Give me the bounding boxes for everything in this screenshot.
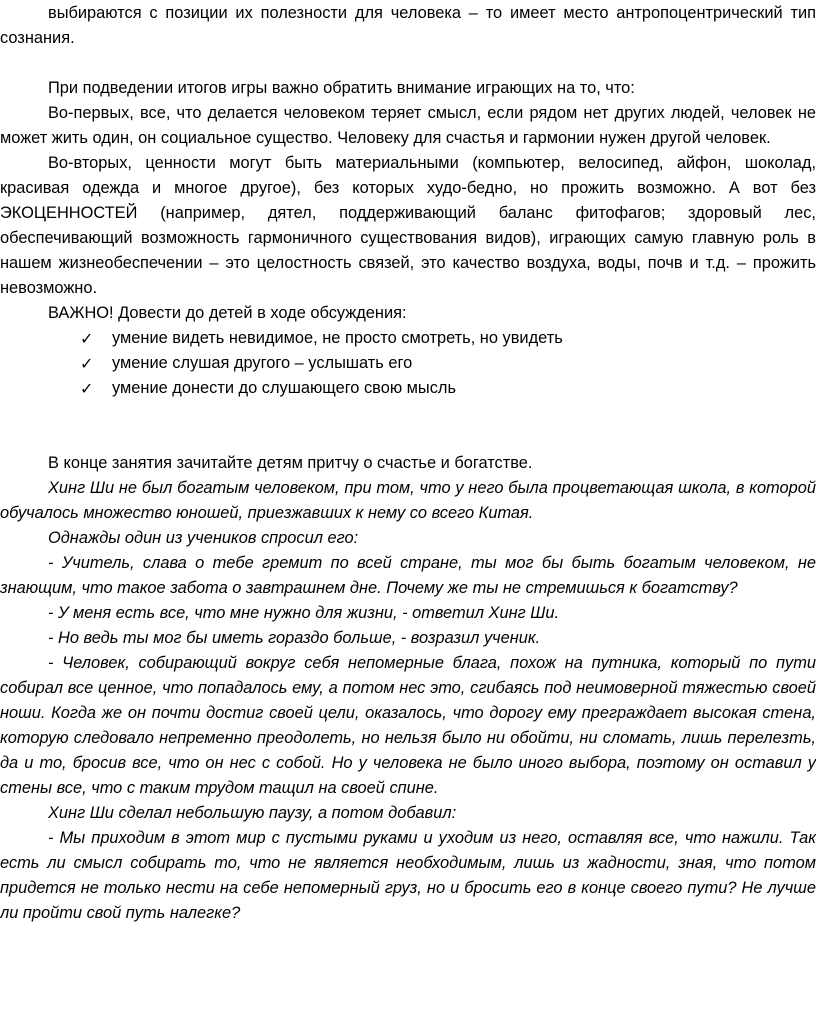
parable-paragraph: Хинг Ши сделал небольшую паузу, а потом добавил: (48, 804, 457, 822)
checklist-item-text: умение видеть невидимое, не просто смотреть, но увидеть (112, 329, 563, 347)
parable-lead: В конце занятия зачитайте детям притчу о счастье и богатстве. (48, 454, 533, 472)
parable-paragraph: Хинг Ши не был богатым человеком, при том, что у него была процветающая школа, в которой обучалось множество юношей, приезжавших к нему со всего Китая. (0, 479, 816, 522)
checklist-item (0, 326, 816, 351)
checklist-item-text: умение слушая другого – услышать его (112, 354, 413, 372)
text-column (0, 1, 816, 926)
parable-paragraph: Однажды один из учеников спросил его: (48, 529, 359, 547)
checklist-item (0, 351, 816, 376)
checkmark-icon: ✓ (80, 354, 94, 373)
parable-paragraph: - У меня есть все, что мне нужно для жизни, - ответил Хинг Ши. (48, 604, 560, 622)
checkmark-icon: ✓ (80, 329, 94, 348)
spacer (0, 401, 816, 451)
parable-paragraph: - Но ведь ты мог бы иметь гораздо больше, - возразил ученик. (48, 629, 541, 647)
checkmark-icon: ✓ (80, 379, 94, 398)
important-note: ВАЖНО! Довести до детей в ходе обсуждения: (48, 304, 407, 322)
parable-paragraph: - Человек, собирающий вокруг себя непомерные блага, похож на путника, который по пути собирал все ценное, что попадалось ему, а потом нес это, сгибаясь под неимоверной тяжестью своей ноши. Когда же он почти достиг своей цели, оказалось, что дорогу ему преграждает высокая стена, которую следовало непременно преодолеть, но нельзя было ни обойти, ни сломать, лишь перелезть, да и то, бросив все, что он нес с собой. Но у человека не было иного выбора, поэтому он оставил у стены все, что с таким трудом тащил на своей спине. (0, 654, 816, 797)
summary-second-point: Во-вторых, ценности могут быть материальными (компьютер, велосипед, айфон, шоколад, красивая одежда и многое другое), без которых худо-бедно, но прожить возможно. А вот без ЭКОЦЕННОСТЕЙ (например, дятел, поддерживающий баланс фитофагов; здоровый лес, обеспечивающий возможность гармоничного существования видов), играющих самую главную роль в нашем жизнеобеспечении – это целостность связей, это качество воздуха, воды, почв и т.д. – прожить невозможно. (0, 154, 816, 297)
summary-first-point: Во-первых, все, что делается человеком теряет смысл, если рядом нет других людей, человек не может жить один, он социальное существо. Человеку для счастья и гармонии нужен другой человек. (0, 104, 816, 147)
parable-paragraph: - Мы приходим в этот мир с пустыми руками и уходим из него, оставляя все, что нажили. Так есть ли смысл собирать то, что не является необходимым, лишь из жадности, зная, что потом придется не только нести на себе непомерный груз, но и бросить его в конце своего пути? Не лучше ли пройти свой путь налегке? (0, 829, 816, 922)
skills-checklist (0, 326, 816, 401)
checklist-item-text: умение донести до слушающего свою мысль (112, 379, 457, 397)
intro-paragraph: выбираются с позиции их полезности для человека – то имеет место антропоцентрический тип сознания. (0, 4, 816, 47)
parable-paragraph: - Учитель, слава о тебе гремит по всей стране, ты мог бы быть богатым человеком, не знающим, что такое забота о завтрашнем дне. Почему же ты не стремишься к богатству? (0, 554, 816, 597)
summary-lead: При подведении итогов игры важно обратить внимание играющих на то, что: (48, 79, 635, 97)
checklist-item (0, 376, 816, 401)
spacer (0, 51, 816, 76)
